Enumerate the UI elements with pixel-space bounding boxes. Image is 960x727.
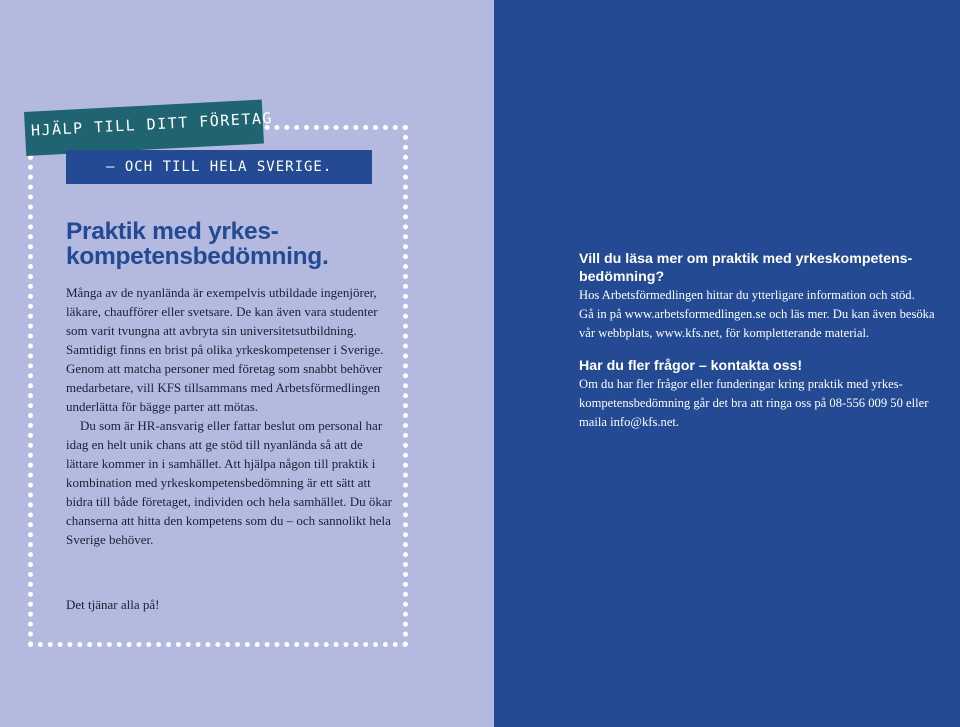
info-text-contact — [579, 375, 960, 432]
title-line-1: Praktik med yrkes- — [66, 218, 279, 245]
article-paragraph-2: Du som är HR-ansvarig eller fattar beslut om personal har idag en helt unik chans att ge stöd till nyanlända så att de lättare kommer in i samhället. Att hjälpa någon till praktik i kombination med yrkeskompetensbedömning är ett sätt att bidra till både företaget, individen och hela samhället. Du ökar chanserna att hitta den kompetens som du – och sannolikt hela Sverige behöver. — [66, 418, 392, 547]
info-heading-read-more-line-2: bedömning? — [579, 269, 665, 285]
subtitle-banner-text: – OCH TILL HELA SVERIGE. — [106, 159, 333, 175]
tag-banner-text: HJÄLP TILL DITT FÖRETAG — [30, 108, 274, 140]
info-heading-contact: Har du fler frågor – kontakta oss! — [579, 358, 803, 374]
subtitle-banner — [66, 150, 372, 184]
info-text-contact-line-3: maila info@kfs.net. — [579, 415, 680, 429]
info-text-contact-line-1: Om du har fler frågor eller funderingar kring praktik med yrkes- — [579, 377, 903, 391]
info-text-read-more-line-3: vår webbplats, www.kfs.net, för kompletterande material. — [579, 326, 870, 340]
article-closing: Det tjänar alla på! — [66, 597, 160, 612]
page-title — [66, 219, 396, 269]
article-body — [66, 283, 396, 549]
info-heading-read-more-line-1: Vill du läsa mer om praktik med yrkeskompetens- — [579, 251, 913, 267]
article-paragraph-1: Många av de nyanlända är exempelvis utbildade ingenjörer, läkare, chaufförer eller svetsare. De kan även vara studenter som varit tvungna att avbryta sin universitetsutbildning. Samtidigt finns en brist på olika yrkeskompetenser i Sverige. Genom att matcha personer med företag som snabbt behöver medarbetare, vill KFS tillsammans med Arbetsförmedlingen underlätta för bägge parter att mötas. — [66, 285, 384, 414]
info-text-read-more-line-1: Hos Arbetsförmedlingen hittar du ytterligare information och stöd. — [579, 288, 915, 302]
title-line-2: kompetensbedömning. — [66, 243, 329, 270]
info-text-contact-line-2: kompetensbedömning går det bra att ringa oss på 08-556 009 50 eller — [579, 396, 929, 410]
info-text-read-more — [579, 286, 960, 343]
info-column — [579, 250, 960, 432]
info-heading-read-more — [579, 250, 960, 286]
info-text-read-more-line-2: Gå in på www.arbetsformedlingen.se och läs mer. Du kan även besöka — [579, 307, 935, 321]
